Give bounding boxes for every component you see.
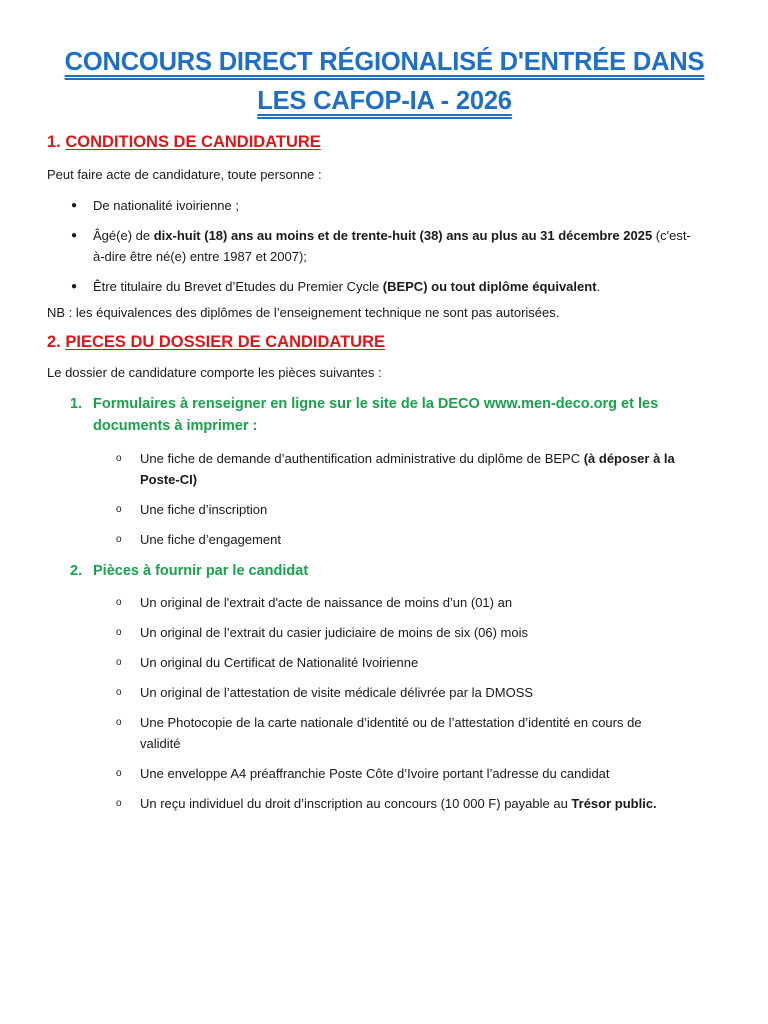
- condition-item: ● De nationalité ivoirienne ;: [47, 195, 722, 216]
- conditions-list: [47, 195, 722, 297]
- section-1-heading: [47, 131, 722, 153]
- circle-bullet-icon: o: [116, 657, 122, 668]
- circle-bullet-icon: o: [116, 798, 122, 809]
- bullet-icon: ●: [71, 200, 78, 211]
- section-2-heading: [47, 331, 722, 353]
- section-1-intro: Peut faire acte de candidature, toute personne :: [47, 167, 322, 182]
- condition-item: ● Être titulaire du Brevet d’Etudes du Premier Cycle (BEPC) ou tout diplôme équivalent.: [47, 276, 722, 297]
- pieces-item-1-heading: 1. Formulaires à renseigner en ligne sur le site de la DECO www.men-deco.org et les documents à imprimer :: [70, 396, 659, 434]
- circle-bullet-icon: o: [116, 597, 122, 608]
- list-item: o Un reçu individuel du droit d’inscription au concours (10 000 F) payable au Trésor public.: [47, 793, 722, 814]
- circle-bullet-icon: o: [116, 534, 122, 545]
- circle-bullet-icon: o: [116, 687, 122, 698]
- circle-bullet-icon: o: [116, 717, 122, 728]
- section-2-number: 2.: [47, 333, 61, 351]
- list-item: o Une Photocopie de la carte nationale d’identité ou de l’attestation d’identité en cours de validité: [47, 712, 722, 754]
- circle-bullet-icon: o: [116, 453, 122, 464]
- list-item: o Un original de l’extrait du casier judiciaire de moins de six (06) mois: [47, 622, 722, 643]
- list-item: o Une fiche de demande d’authentification administrative du diplôme de BEPC (à déposer à la Poste-CI): [47, 448, 722, 490]
- bullet-icon: ●: [71, 230, 78, 241]
- list-item: o Une fiche d’engagement: [47, 529, 722, 550]
- title-line-1: CONCOURS DIRECT RÉGIONALISÉ D'ENTRÉE DANS: [64, 48, 705, 76]
- list-item: o Une enveloppe A4 préaffranchie Poste Côte d’Ivoire portant l’adresse du candidat: [47, 763, 722, 784]
- forms-list: [47, 448, 722, 550]
- section-1-title: CONDITIONS DE CANDIDATURE: [65, 133, 321, 151]
- title-line-2: LES CAFOP-IA - 2026: [257, 87, 512, 115]
- section-2-title: PIECES DU DOSSIER DE CANDIDATURE: [65, 333, 386, 351]
- nb-note: NB : les équivalences des diplômes de l’enseignement technique ne sont pas autorisées.: [47, 305, 560, 320]
- circle-bullet-icon: o: [116, 627, 122, 638]
- documents-list: [47, 592, 722, 814]
- section-1-number: 1.: [47, 133, 61, 151]
- condition-item: ● Âgé(e) de dix-huit (18) ans au moins et de trente-huit (38) ans au plus au 31 décembre 2025 (c'est- à-dire être né(e) entre 1987 et 2007);: [47, 225, 722, 267]
- list-item: o Un original de l'extrait d'acte de naissance de moins d’un (01) an: [47, 592, 722, 613]
- circle-bullet-icon: o: [116, 504, 122, 515]
- list-item: o Un original du Certificat de Nationalité Ivoirienne: [47, 652, 722, 673]
- pieces-item-2-heading: 2. Pièces à fournir par le candidat: [70, 563, 309, 579]
- bullet-icon: ●: [71, 281, 78, 292]
- document-title: [47, 0, 722, 121]
- circle-bullet-icon: o: [116, 768, 122, 779]
- list-item: o Une fiche d’inscription: [47, 499, 722, 520]
- section-2-intro: Le dossier de candidature comporte les pièces suivantes :: [47, 365, 382, 380]
- list-item: o Un original de l’attestation de visite médicale délivrée par la DMOSS: [47, 682, 722, 703]
